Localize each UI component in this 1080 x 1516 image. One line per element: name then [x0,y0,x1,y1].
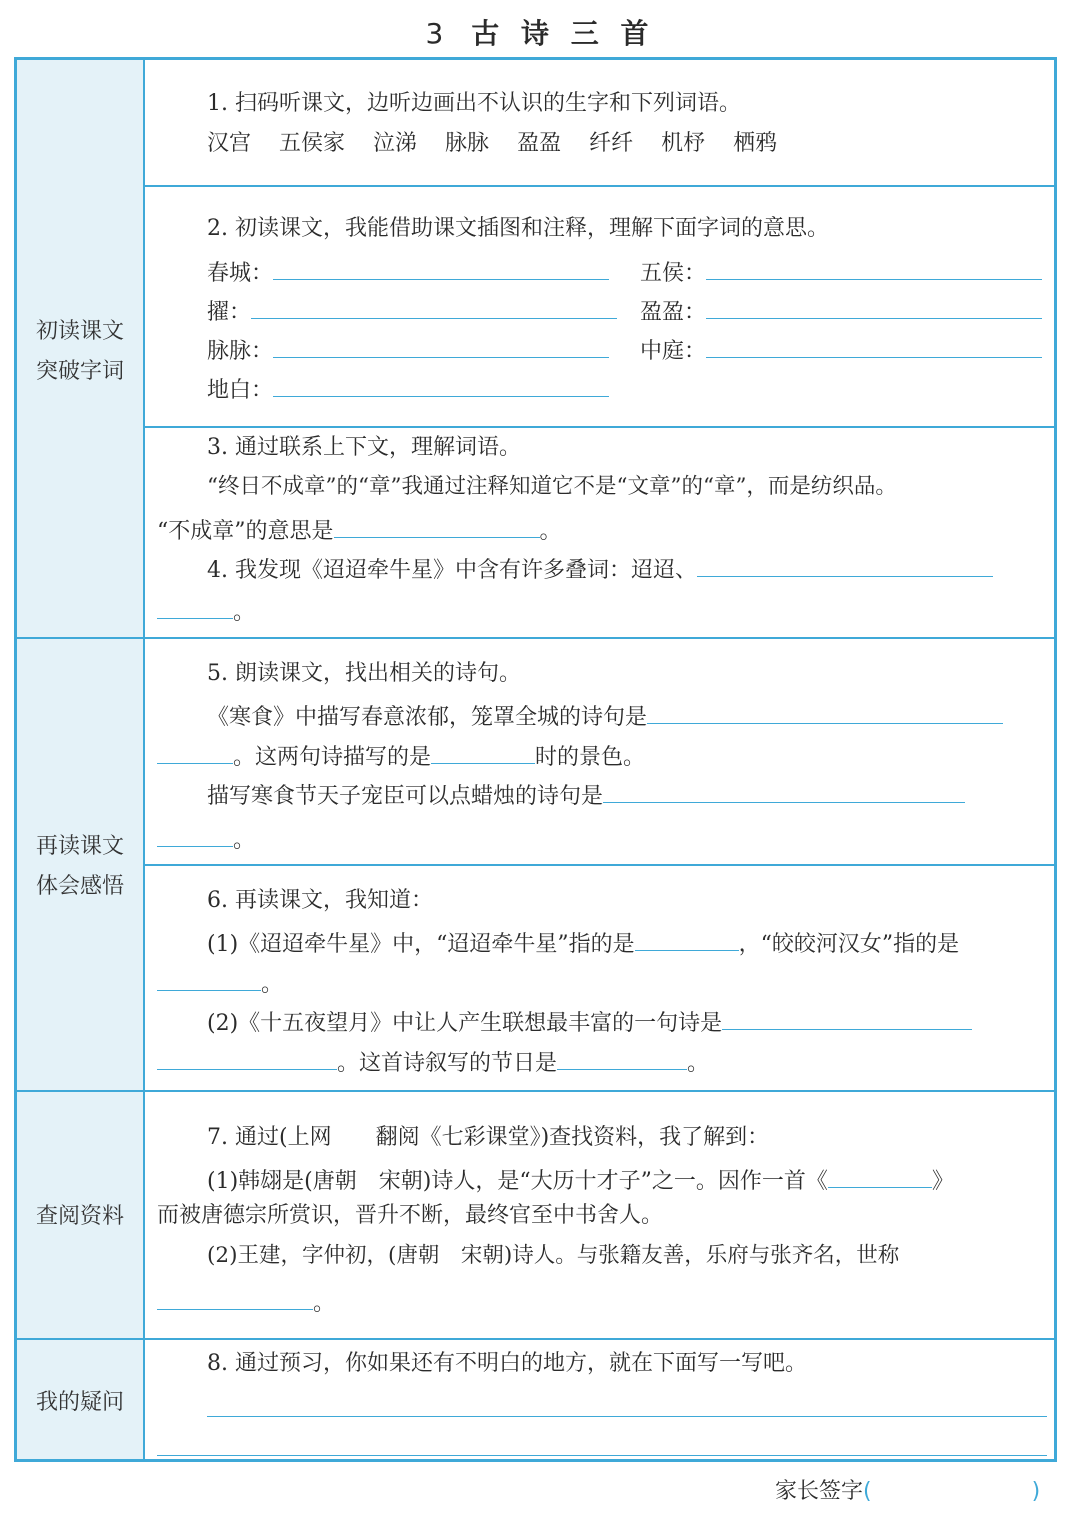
section-label-line: 体会感悟 [35,874,124,899]
answer-blank[interactable] [273,370,609,397]
q6-part2-line2 [157,1043,709,1080]
answer-blank[interactable] [706,253,1042,280]
answer-blank[interactable] [828,1161,932,1188]
q2-term-right [640,331,1042,368]
q6-part2-a: (2)《十五夜望月》中让人产生联想最丰富的一句诗是 [207,1011,723,1036]
answer-blank[interactable] [273,253,609,280]
q5-line2-a: 。这两句诗描写的是 [233,745,432,770]
answer-blank[interactable] [635,924,739,951]
term-label: 地白： [207,378,274,403]
q5-end: 。 [233,828,256,853]
q8-writing-line[interactable] [157,1455,1047,1456]
page-title [0,12,1080,52]
q5-line3-text: 描写寒食节天子宠臣可以点蜡烛的诗句是 [207,784,604,809]
q7-part1-c: 而被唐德宗所赏识，晋升不断，最终官至中书舍人。 [157,1203,664,1228]
parent-signature-label: 家长签字 [775,1479,864,1504]
q6-part1-b: ，“皎皎河汉女”指的是 [738,932,960,957]
answer-blank[interactable] [603,776,965,803]
lesson-number: 3 [425,17,450,50]
word-item: 五侯家 [279,131,346,156]
word-item: 脉脉 [445,131,490,156]
q4-prompt: 4. 我发现《迢迢牵牛星》中含有许多叠词：迢迢、 [207,558,697,583]
answer-blank[interactable] [706,292,1042,319]
word-item: 机杼 [661,131,706,156]
q5-line3 [207,776,965,813]
word-item: 纤纤 [589,131,634,156]
q7-part1-a: (1)韩翃是(唐朝 宋朝)诗人，是“大历十才子”之一。因作一首《 [207,1169,828,1194]
q6-part1-end: 。 [261,972,284,997]
q7-part1 [207,1161,954,1198]
term-label: 中庭： [640,339,707,364]
answer-blank[interactable] [157,737,233,764]
q2-term-left [207,331,609,368]
word-item: 盈盈 [517,131,562,156]
q3-line2-end: 。 [539,519,562,544]
term-label: 脉脉： [207,339,274,364]
answer-blank[interactable] [334,511,540,538]
section-label-line: 初读课文 [35,319,124,344]
answer-blank[interactable] [157,964,261,991]
word-item: 泣涕 [373,131,418,156]
q3-prompt: 3. 通过联系上下文，理解词语。 [207,435,521,460]
q2-term-left [207,253,609,290]
q6-part2 [207,1003,972,1040]
q3-line1: “终日不成章”的“章”我通过注释知道它不是“文章”的“章”，而是纺织品。 [207,474,897,499]
q5-line1-text: 《寒食》中描写春意浓郁，笼罩全城的诗句是 [207,705,648,730]
q6-part1-line2 [157,964,283,1001]
worksheet-content [17,60,1054,1459]
q7-part2: (2)王建，字仲初，(唐朝 宋朝)诗人。与张籍友善，乐府与张齐名，世称 [207,1243,900,1268]
q5-line1 [207,697,1003,734]
answer-blank[interactable] [251,292,617,319]
q6-part1 [207,924,959,961]
signature-close-paren: ) [1031,1479,1041,1504]
section-label-line: 突破字词 [35,359,124,384]
q4-text [207,550,993,587]
answer-blank[interactable] [431,737,535,764]
answer-blank[interactable] [697,550,993,577]
signature-open-paren: ( [863,1479,872,1504]
section-label-line: 再读课文 [35,834,124,859]
q1-prompt: 1. 扫码听课文，边听边画出不认识的生字和下列词语。 [207,91,741,116]
answer-blank[interactable] [157,1043,337,1070]
q7-part2-line2 [157,1283,335,1320]
q2-term-right [640,292,1042,329]
q7-prompt: 7. 通过(上网 翻阅《七彩课堂》)查找资料，我了解到： [207,1125,770,1150]
term-label: 五侯： [640,261,707,286]
q6-prompt: 6. 再读课文，我知道： [207,888,433,913]
q3-line2-text: “不成章”的意思是 [157,519,334,544]
term-label: 擢： [207,300,252,325]
term-label: 盈盈： [640,300,707,325]
q1-word-list [207,128,805,160]
lesson-title: 古 诗 三 首 [471,17,655,50]
answer-blank[interactable] [557,1043,687,1070]
q2-term-left [207,370,609,407]
q5-line2-b: 时的景色。 [535,745,646,770]
q2-term-right [640,253,1042,290]
q5-prompt: 5. 朗读课文，找出相关的诗句。 [207,661,521,686]
answer-blank[interactable] [647,697,1003,724]
word-item: 汉宫 [207,131,252,156]
q7-part1-b: 》 [931,1169,954,1194]
answer-blank[interactable] [706,331,1042,358]
q4-line2 [157,592,255,629]
parent-signature [775,1474,1040,1505]
worksheet [14,57,1057,1462]
q6-part1-a: (1)《迢迢牵牛星》中，“迢迢牵牛星”指的是 [207,932,635,957]
answer-blank[interactable] [157,592,233,619]
q5-line2 [157,737,645,774]
q6-part2-end: 。 [687,1051,710,1076]
q4-end: 。 [233,600,256,625]
q6-part2-b: 。这首诗叙写的节日是 [337,1051,558,1076]
section-label-questions: 我的疑问 [35,1390,124,1415]
q3-line2 [157,511,562,548]
section-label-research: 查阅资料 [35,1204,124,1229]
q2-term-left [207,292,617,329]
q8-prompt: 8. 通过预习，你如果还有不明白的地方，就在下面写一写吧。 [207,1351,807,1376]
q7-part2-end: 。 [313,1291,336,1316]
q5-line4 [157,820,255,857]
answer-blank[interactable] [157,820,233,847]
q8-writing-line[interactable] [207,1416,1047,1417]
term-label: 春城： [207,261,274,286]
answer-blank[interactable] [273,331,609,358]
word-item: 栖鸦 [733,131,778,156]
answer-blank[interactable] [722,1003,972,1030]
q2-prompt: 2. 初读课文，我能借助课文插图和注释，理解下面字词的意思。 [207,216,829,241]
answer-blank[interactable] [157,1283,313,1310]
